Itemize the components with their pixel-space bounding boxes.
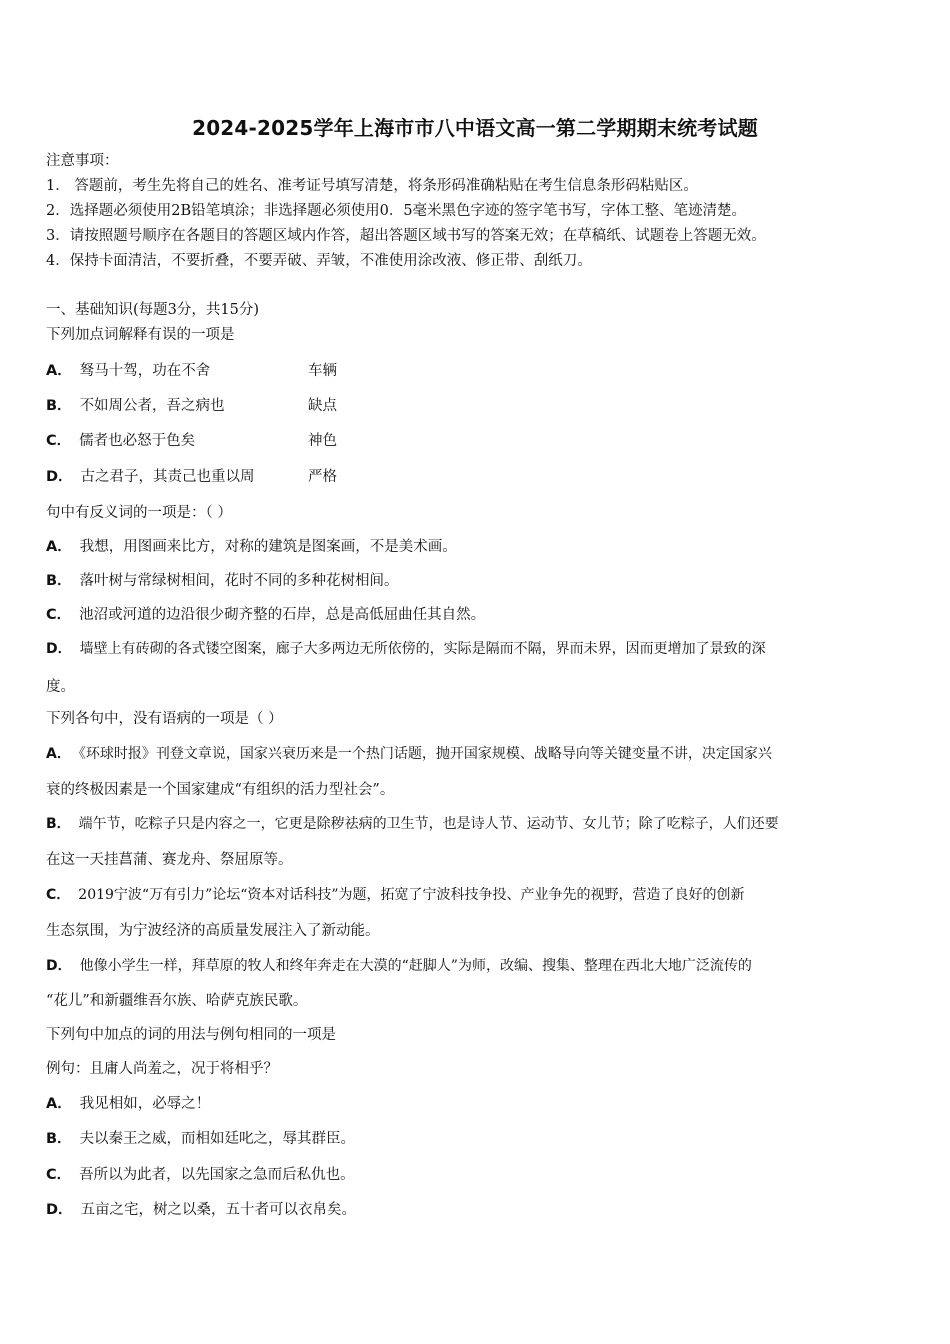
option-row (46, 1200, 356, 1220)
option-row (46, 814, 779, 834)
option-letter: D． (46, 1202, 73, 1218)
notice-item: 3．请按照题号顺序在各题目的答题区域内作答，超出答题区域书写的答案无效；在草稿纸、试题卷上答题无效。 (46, 228, 766, 244)
option-text: 落叶树与常绿树相间，花时不同的多种花树相间。 (79, 573, 399, 589)
option-continuation: 衰的终极因素是一个国家建成“有组织的活力型社会”。 (46, 782, 395, 798)
option-letter: B． (46, 1131, 72, 1147)
option-gloss: 神色 (308, 433, 337, 449)
option-gloss: 车辆 (308, 363, 337, 379)
option-gloss: 缺点 (308, 398, 337, 414)
question-stem: 下列句中加点的词的用法与例句相同的一项是 (46, 1027, 336, 1043)
option-letter: B． (46, 573, 72, 589)
option-letter: D． (46, 641, 72, 657)
option-text: 《环球时报》刊登文章说，国家兴衰历来是一个热门话题，抛开国家规模、战略导向等关键变量不讲，决定国家兴 (78, 746, 772, 762)
option-text: 夫以秦王之威，而相如廷叱之，辱其群臣。 (79, 1131, 356, 1147)
option-letter: B． (46, 816, 71, 832)
option-letter: B． (46, 398, 72, 414)
option-text: 他像小学生一样，拜草原的牧人和终年奔走在大漠的“赶脚人”为师，改编、搜集、整理在西北大地广泛流传的 (79, 958, 752, 974)
question-example: 例句：且庸人尚羞之，况于将相乎？ (46, 1061, 278, 1077)
question-stem: 下列各句中，没有语病的一项是（ ） (46, 711, 283, 727)
option-continuation: 在这一天挂菖蒲、赛龙舟、祭屈原等。 (46, 852, 293, 868)
question-stem: 下列加点词解释有误的一项是 (46, 327, 235, 343)
option-text: 我想，用图画来比方，对称的建筑是图案画，不是美术画。 (79, 539, 457, 555)
notice-heading: 注意事项： (46, 153, 119, 169)
option-letter: D． (46, 958, 72, 974)
option-text: 墙壁上有砖砌的各式镂空图案，廊子大多两边无所依傍的，实际是隔而不隔，界而未界，因而更增加了景致的深 (79, 641, 766, 657)
option-text: 儒者也必怒于色矣 (79, 433, 196, 449)
option-row (46, 467, 255, 487)
option-row (46, 571, 399, 591)
option-row (46, 1129, 355, 1149)
option-letter: A． (46, 539, 72, 555)
option-continuation: 度。 (46, 679, 75, 695)
option-letter: A． (46, 363, 72, 379)
option-letter: A． (46, 746, 71, 762)
option-letter: C． (46, 887, 71, 903)
option-gloss: 严格 (308, 469, 337, 485)
option-letter: C． (46, 433, 72, 449)
option-row (46, 605, 485, 625)
option-row (46, 744, 772, 764)
option-letter: D． (46, 469, 73, 485)
option-row (46, 537, 457, 557)
option-text: 五亩之宅，树之以桑，五十者可以衣帛矣。 (80, 1202, 357, 1218)
option-continuation: 生态氛围，为宁波经济的高质量发展注入了新动能。 (46, 923, 380, 939)
option-text: 我见相如，必辱之！ (79, 1096, 211, 1112)
option-row (46, 885, 745, 905)
option-letter: A． (46, 1096, 72, 1112)
option-letter: C． (46, 607, 72, 623)
option-text: 古之君子，其责己也重以周 (80, 469, 255, 485)
option-text: 池沼或河道的边沿很少砌齐整的石岸，总是高低屈曲任其自然。 (79, 607, 486, 623)
option-row (46, 639, 904, 659)
page-title: 2024-2025学年上海市市八中语文高一第二学期期末统考试题 (192, 116, 758, 140)
option-text: 驽马十驾，功在不舍 (79, 363, 211, 379)
notice-item: 2．选择题必须使用2B铅笔填涂；非选择题必须使用0．5毫米黑色字迹的签字笔书写，字体工整、笔迹清楚。 (46, 203, 747, 219)
option-row (46, 1094, 210, 1114)
notice-item: 4．保持卡面清洁，不要折叠，不要弄破、弄皱，不准使用涂改液、修正带、刮纸刀。 (46, 253, 592, 269)
option-text: 2019宁波“万有引力”论坛“资本对话科技”为题，拓宽了宁波科技争投、产业争先的视野，营造了良好的创新 (78, 887, 745, 903)
option-row (46, 361, 210, 381)
option-row (46, 396, 225, 416)
option-row (46, 431, 195, 451)
option-row (46, 956, 752, 976)
option-letter: C． (46, 1167, 72, 1183)
option-row (46, 1165, 355, 1185)
option-text: 吾所以为此者，以先国家之急而后私仇也。 (79, 1167, 355, 1183)
notice-item: 1． 答题前，考生先将自己的姓名、准考证号填写清楚，将条形码准确粘贴在考生信息条形码粘贴区。 (46, 178, 698, 194)
option-text: 端午节，吃粽子只是内容之一，它更是除秽祛病的卫生节，也是诗人节、运动节、女儿节；除了吃粽子，人们还要 (78, 816, 779, 832)
question-stem: 句中有反义词的一项是：（ ） (46, 505, 232, 521)
option-continuation: “花儿”和新疆维吾尔族、哈萨克族民歌。 (46, 993, 308, 1009)
section-heading: 一、基础知识(每题3分，共15分) (46, 302, 259, 318)
option-text: 不如周公者，吾之病也 (79, 398, 225, 414)
